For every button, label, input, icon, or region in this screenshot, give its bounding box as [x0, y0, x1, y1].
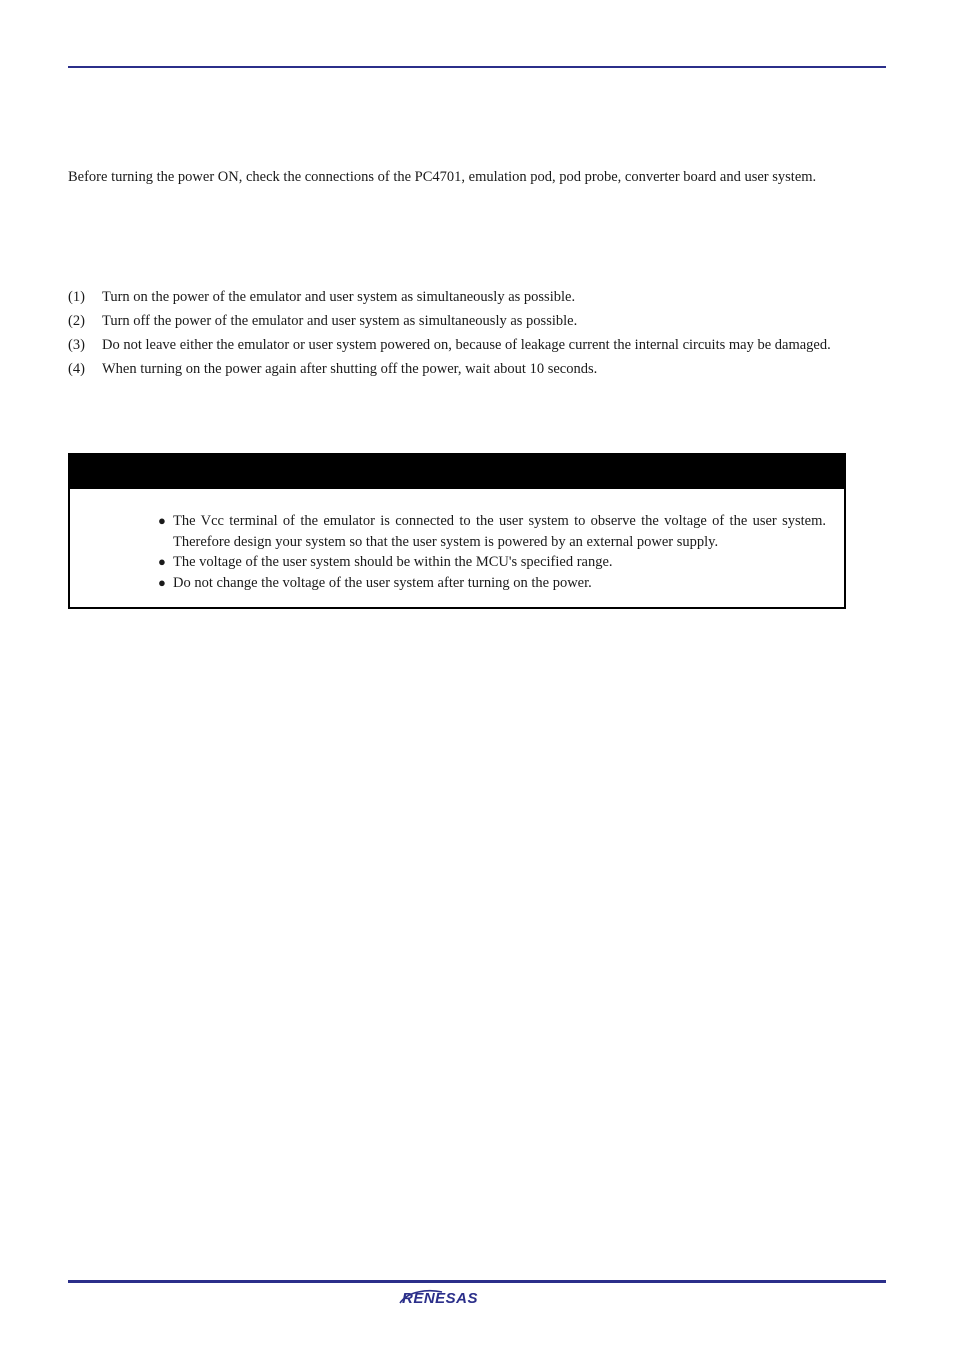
- step-number: (4): [68, 361, 85, 377]
- step-number: (1): [68, 289, 85, 305]
- caution-bullet-list: [158, 511, 826, 593]
- header-rule: [68, 66, 886, 68]
- step-number: (2): [68, 313, 85, 329]
- bullet-icon: ●: [158, 513, 166, 528]
- list-item: [158, 573, 826, 594]
- caution-header-bar: [68, 453, 846, 489]
- intro-paragraph: Before turning the power ON, check the connections of the PC4701, emulation pod, pod probe, converter board and user system.: [68, 169, 817, 185]
- bullet-icon: ●: [158, 574, 166, 590]
- logo-text: RENESAS: [402, 1290, 479, 1306]
- step-text: When turning on the power again after shutting off the power, wait about 10 seconds.: [102, 361, 598, 377]
- bullet-icon: ●: [158, 554, 166, 569]
- power-steps-list: [68, 285, 886, 381]
- list-item: [68, 333, 886, 357]
- step-text: Do not leave either the emulator or user system powered on, because of leakage current the internal circuits may be damaged.: [102, 337, 831, 353]
- footer-rule: [68, 1280, 886, 1283]
- renesas-logo: [398, 1288, 512, 1306]
- bullet-text: Do not change the voltage of the user system after turning on the power.: [173, 574, 592, 591]
- list-item: [158, 552, 826, 573]
- bullet-text: The Vcc terminal of the emulator is connected to the user system to observe the voltage of the user system. Therefore design your system so that the user system is powered by an external power supply.: [173, 513, 826, 550]
- list-item: [68, 309, 886, 333]
- list-item: [68, 285, 886, 309]
- step-number: (3): [68, 337, 85, 353]
- caution-box: [68, 453, 846, 609]
- step-text: Turn off the power of the emulator and user system as simultaneously as possible.: [102, 313, 578, 329]
- bullet-text: The voltage of the user system should be within the MCU's specified range.: [173, 554, 613, 570]
- step-text: Turn on the power of the emulator and user system as simultaneously as possible.: [102, 289, 576, 305]
- list-item: [158, 511, 826, 552]
- list-item: [68, 357, 886, 381]
